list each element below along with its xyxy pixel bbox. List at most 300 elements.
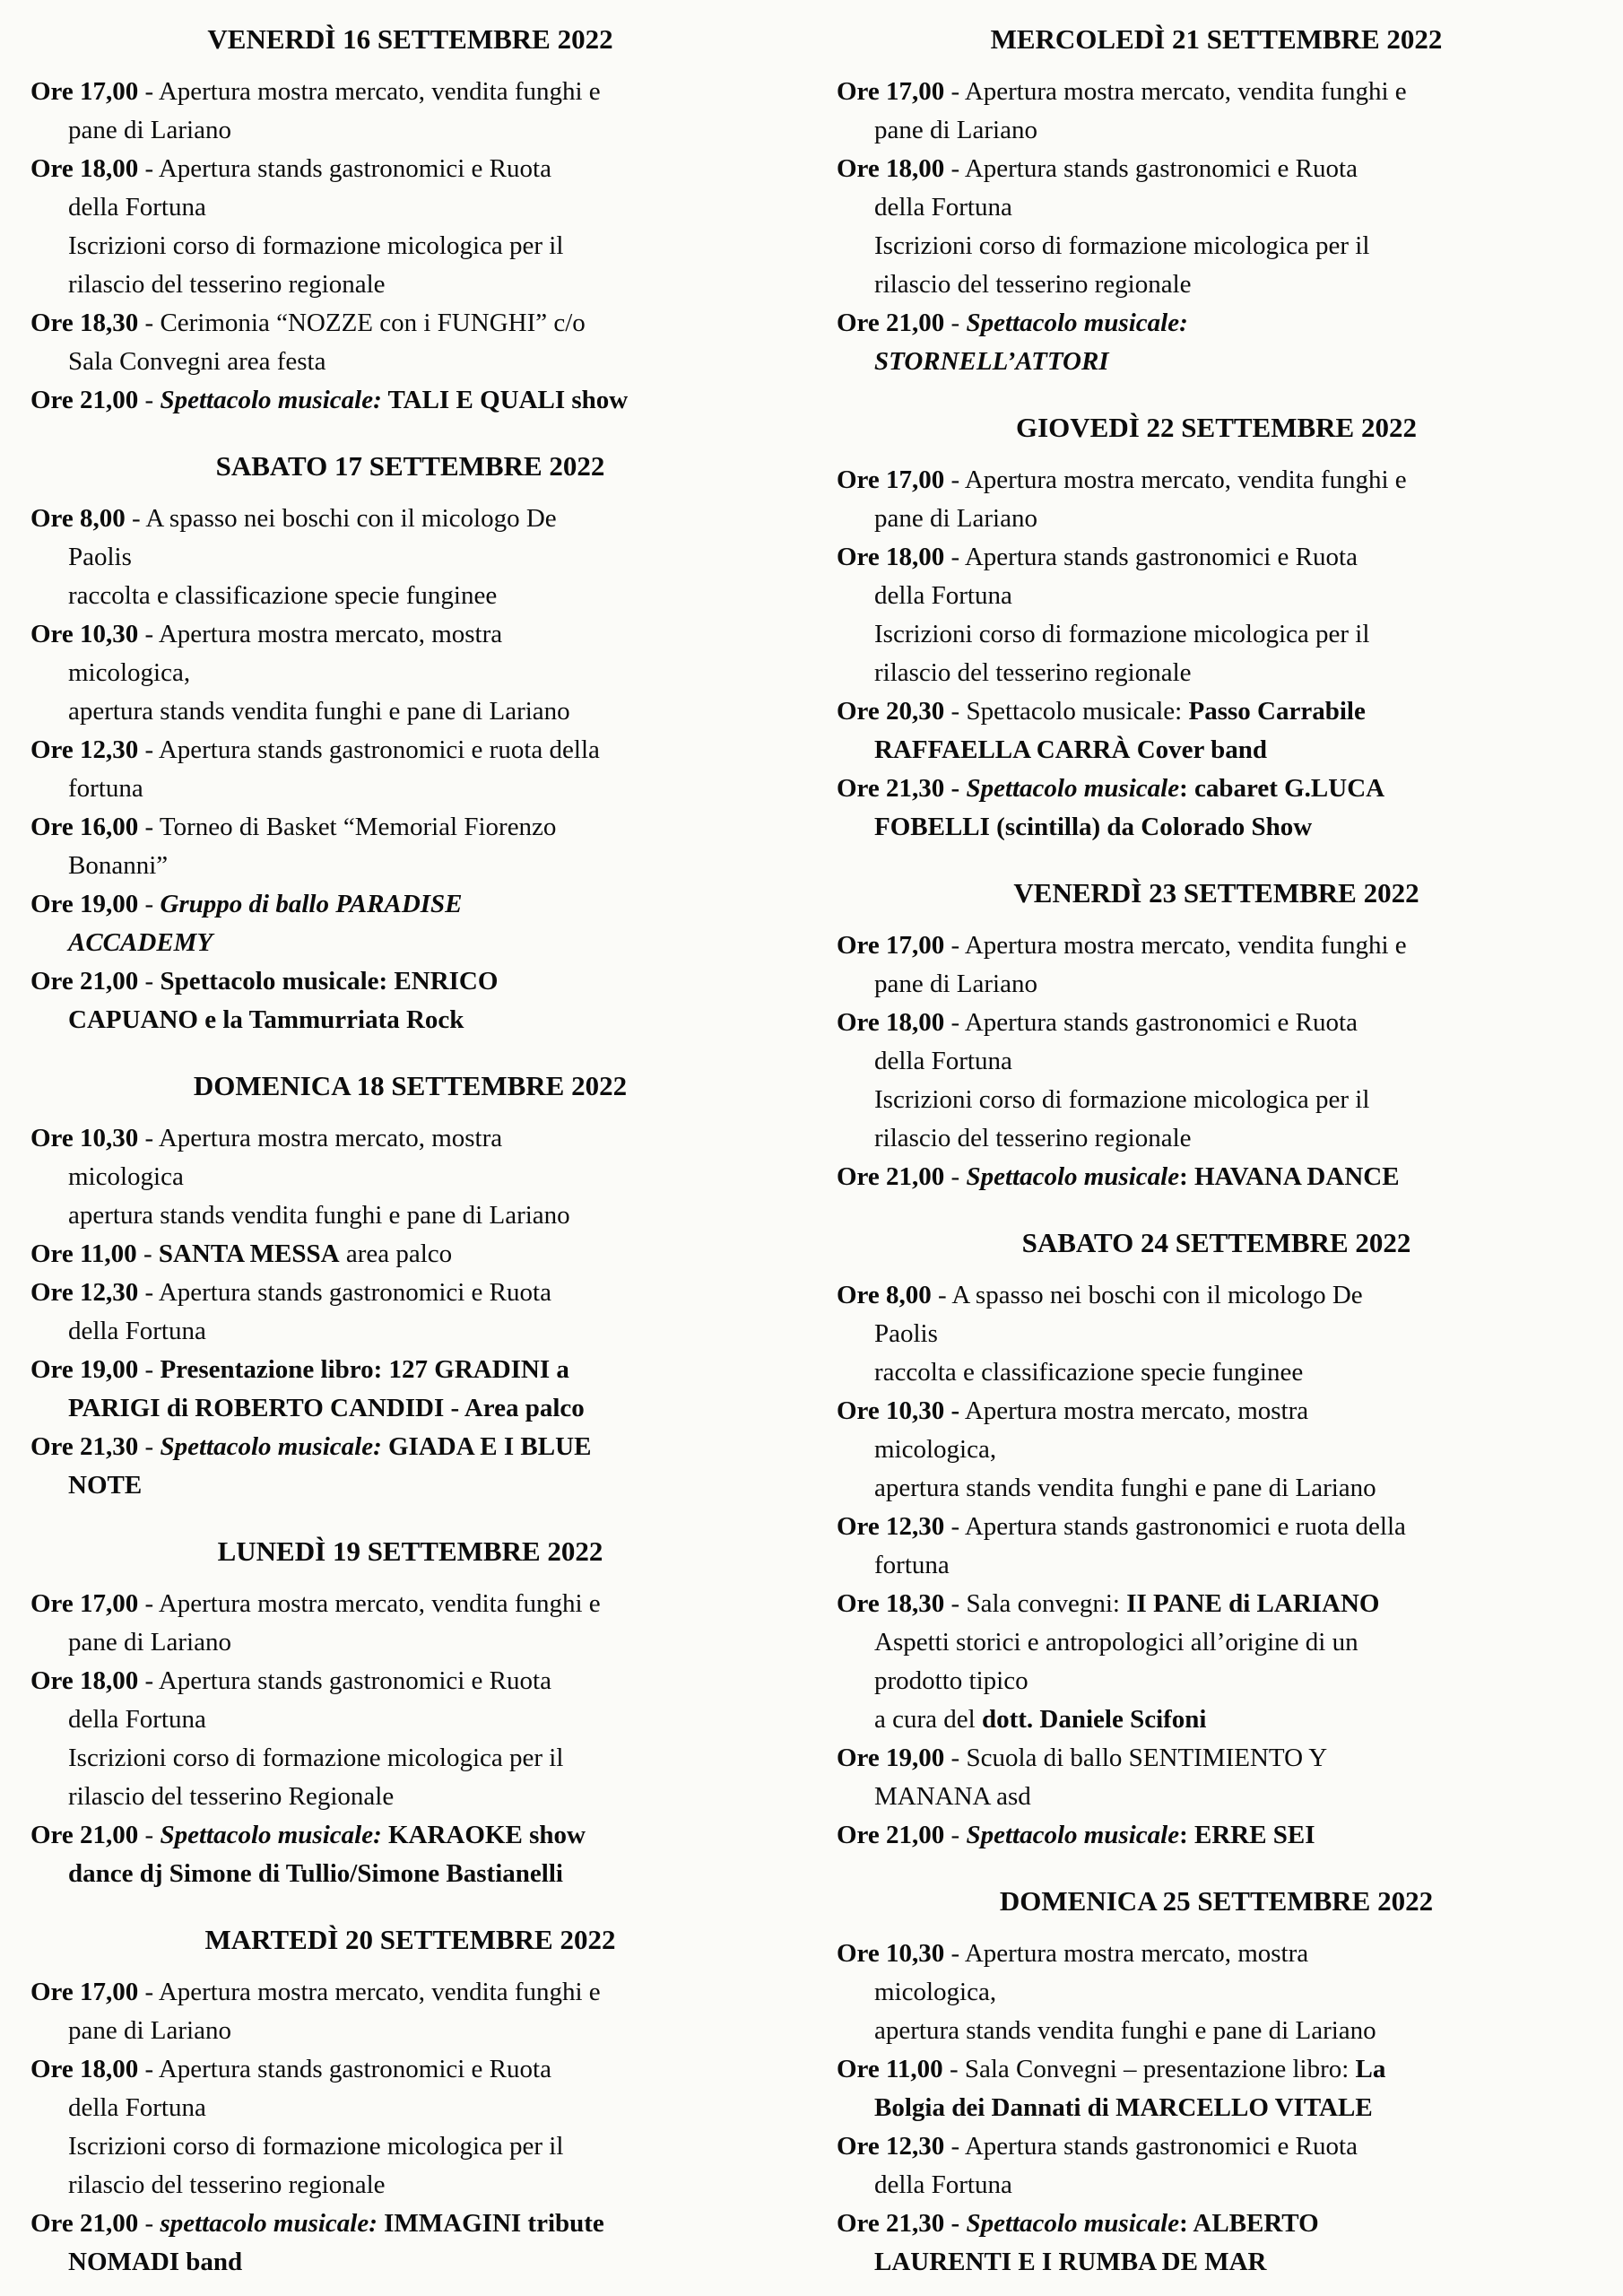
schedule-entry — [837, 692, 1596, 770]
text-segment: prodotto tipico — [874, 1666, 1028, 1695]
text-segment: - Spettacolo musicale: — [944, 697, 1189, 726]
text-segment-emphasis: Ore 18,30 — [30, 309, 139, 337]
text-segment-emphasis: PARIGI di ROBERTO CANDIDI - Area palco — [68, 1394, 585, 1422]
text-segment-emphasis: Ore 11,00 — [837, 2055, 943, 2083]
entry-line-continuation — [874, 265, 1596, 304]
text-segment-emphasis: Ore 18,00 — [837, 154, 945, 183]
schedule-entry — [30, 808, 790, 885]
entry-line — [30, 1235, 790, 1274]
text-segment-emphasis: Ore 12,30 — [837, 2132, 945, 2161]
text-segment: Paolis — [68, 543, 132, 571]
text-segment-emphasis: Presentazione libro: 127 GRADINI a — [160, 1355, 569, 1384]
entry-line — [837, 1816, 1596, 1855]
schedule-entry — [30, 1351, 790, 1428]
entry-line-continuation — [874, 2166, 1596, 2205]
text-segment: rilascio del tesserino regionale — [874, 270, 1192, 299]
schedule-entry — [837, 1816, 1596, 1855]
entry-line — [30, 73, 790, 111]
entry-line — [30, 808, 790, 847]
text-segment-emphasis: Passo Carrabile — [1188, 697, 1366, 726]
text-segment-emphasis: RAFFAELLA CARRÀ Cover band — [874, 735, 1267, 764]
entry-line — [30, 2050, 790, 2089]
entry-line — [30, 1351, 790, 1389]
text-segment: Paolis — [874, 1319, 938, 1348]
text-segment-emphasis: STORNELL’ATTORI — [874, 347, 1109, 376]
schedule-entry — [837, 73, 1596, 150]
entry-line-continuation — [874, 1469, 1596, 1508]
text-segment: della Fortuna — [68, 1705, 206, 1734]
text-segment-emphasis: Ore 21,00 — [30, 967, 139, 996]
text-segment-emphasis: Ore 21,00 — [30, 2209, 139, 2238]
entry-line-continuation — [874, 1546, 1596, 1585]
text-segment: pane di Lariano — [68, 2016, 231, 2045]
text-segment-emphasis: Ore 21,00 — [837, 309, 945, 337]
text-segment-emphasis: Ore 10,30 - — [837, 1396, 960, 1425]
entry-line-continuation — [68, 1739, 790, 1778]
text-segment-emphasis: Ore 17,00 — [30, 1589, 139, 1618]
text-segment: - — [138, 890, 161, 918]
text-segment-emphasis: Ore 17,00 — [837, 931, 945, 960]
day-title: GIOVEDÌ 22 SETTEMBRE 2022 — [1015, 412, 1417, 443]
schedule-entry — [30, 150, 790, 304]
text-segment-emphasis: Ore 19,00 — [837, 1744, 945, 1772]
text-segment: Aspetti storici e antropologici all’origine di un — [874, 1628, 1358, 1657]
text-segment: rilascio del tesserino regionale — [874, 658, 1192, 687]
schedule-entry — [837, 304, 1596, 381]
text-segment: rilascio del tesserino regionale — [68, 2170, 386, 2199]
entry-line-continuation — [874, 500, 1596, 538]
text-segment-emphasis: Ore 19,00 — [30, 1355, 139, 1384]
text-segment: della Fortuna — [68, 193, 206, 222]
text-segment: - — [944, 309, 967, 337]
text-segment: pane di Lariano — [874, 970, 1037, 998]
text-segment: - — [138, 2209, 161, 2238]
text-segment-emphasis: Ore 21,00 — [30, 386, 139, 414]
schedule-entry — [837, 1276, 1596, 1392]
entry-line-continuation — [68, 1158, 790, 1196]
entry-line-continuation — [68, 227, 790, 265]
text-segment: - — [138, 967, 161, 996]
text-segment: - — [138, 1355, 161, 1384]
schedule-entry — [30, 1973, 790, 2050]
text-segment: - Apertura mostra mercato, vendita funghi e — [944, 931, 1407, 960]
text-segment: della Fortuna — [874, 1047, 1012, 1075]
schedule-entry — [30, 615, 790, 731]
entry-line — [837, 73, 1596, 111]
text-segment-emphasis: La — [1355, 2055, 1386, 2083]
entry-line-continuation — [874, 615, 1596, 654]
entry-line-continuation — [68, 1778, 790, 1816]
text-segment: Apertura mostra mercato, mostra — [959, 1396, 1309, 1425]
text-segment: della Fortuna — [874, 581, 1012, 610]
schedule-entry — [837, 538, 1596, 692]
schedule-entry — [30, 2205, 790, 2282]
entry-line — [30, 1428, 790, 1466]
text-segment: - — [138, 1821, 161, 1849]
text-segment-emphasis: Ore 18,00 — [30, 154, 139, 183]
schedule-entry — [837, 2050, 1596, 2127]
entry-line — [30, 1816, 790, 1855]
entry-line-continuation — [874, 111, 1596, 150]
entry-line-continuation — [68, 265, 790, 304]
text-segment: - Scuola di ballo SENTIMIENTO Y — [944, 1744, 1328, 1772]
text-segment-emphasis: ACCADEMY — [68, 928, 213, 957]
day-section — [30, 1920, 790, 2282]
text-segment: - Apertura mostra mercato, mostra — [944, 1939, 1309, 1968]
text-segment: della Fortuna — [874, 193, 1012, 222]
text-segment: micologica, — [68, 658, 191, 687]
schedule-entry — [30, 962, 790, 1039]
entry-line — [30, 885, 790, 924]
text-segment-emphasis: Ore 19,00 — [30, 890, 139, 918]
entry-line-continuation — [68, 847, 790, 885]
text-segment-emphasis: Ore 18,00 — [837, 543, 945, 571]
entry-line — [837, 1585, 1596, 1623]
text-segment: - — [944, 1821, 967, 1849]
text-segment-emphasis: KARAOKE show — [381, 1821, 586, 1849]
entry-line-continuation — [874, 2012, 1596, 2050]
day-title: VENERDÌ 16 SETTEMBRE 2022 — [207, 23, 613, 55]
text-segment: - Apertura mostra mercato, mostra — [138, 620, 503, 648]
text-segment-emphasis: Ore 17,00 — [30, 1978, 139, 2006]
text-segment: Iscrizioni corso di formazione micologica per il — [68, 1744, 564, 1772]
text-segment: fortuna — [68, 774, 143, 803]
entry-line — [837, 461, 1596, 500]
text-segment: - Apertura stands gastronomici e Ruota — [944, 1008, 1358, 1037]
day-section — [837, 20, 1596, 381]
entry-line-continuation — [874, 1042, 1596, 1081]
entry-line — [30, 1973, 790, 2012]
text-segment-emphasis: Ore 12,30 — [30, 735, 139, 764]
entry-line-continuation — [68, 2012, 790, 2050]
text-segment-emphasis: Ore 18,00 — [30, 1666, 139, 1695]
text-segment-emphasis: Ore 12,30 — [30, 1278, 139, 1307]
entry-line-continuation — [68, 924, 790, 962]
entry-line — [837, 1508, 1596, 1546]
text-segment-emphasis: Ore 20,30 — [837, 697, 945, 726]
day-title: MERCOLEDÌ 21 SETTEMBRE 2022 — [990, 23, 1443, 55]
entry-line-continuation — [874, 1315, 1596, 1353]
text-segment: a cura del — [874, 1705, 982, 1734]
text-segment-emphasis: Gruppo di ballo PARADISE — [160, 890, 463, 918]
text-segment: - Apertura mostra mercato, mostra — [138, 1124, 503, 1152]
text-segment-emphasis: Bolgia dei Dannati di MARCELLO VITALE — [874, 2093, 1373, 2122]
text-segment: Iscrizioni corso di formazione micologica per il — [874, 620, 1370, 648]
text-segment: pane di Lariano — [68, 116, 231, 144]
text-segment-emphasis: Ore 16,00 — [30, 813, 139, 841]
schedule-entry — [30, 1274, 790, 1351]
text-segment: - Apertura stands gastronomici e Ruota — [944, 154, 1358, 183]
text-segment: - A spasso nei boschi con il micologo De — [931, 1281, 1363, 1309]
schedule-entry — [30, 1235, 790, 1274]
entry-line — [30, 150, 790, 188]
schedule-entry — [30, 73, 790, 150]
text-segment-emphasis: Ore 21,00 — [30, 1821, 139, 1849]
text-segment: - — [136, 1239, 159, 1268]
text-segment: - Apertura stands gastronomici e ruota della — [944, 1512, 1406, 1541]
schedule-entry — [837, 1508, 1596, 1585]
entry-line-continuation — [68, 343, 790, 381]
entry-line-continuation — [874, 2243, 1596, 2282]
entry-line-continuation — [68, 2243, 790, 2282]
schedule-entry — [837, 1158, 1596, 1196]
entry-line-continuation — [68, 577, 790, 615]
text-segment: - A spasso nei boschi con il micologo De — [125, 504, 557, 533]
entry-line — [837, 926, 1596, 965]
text-segment-emphasis: II PANE di LARIANO — [1126, 1589, 1380, 1618]
entry-line — [30, 500, 790, 538]
text-segment: - — [138, 386, 161, 414]
text-segment-emphasis: Ore 10,30 — [30, 620, 139, 648]
entry-line-continuation — [874, 188, 1596, 227]
entry-line — [837, 770, 1596, 808]
entry-line — [30, 1274, 790, 1312]
schedule-entry — [837, 150, 1596, 304]
entry-line — [837, 1004, 1596, 1042]
entry-line-continuation — [68, 2166, 790, 2205]
day-title: DOMENICA 18 SETTEMBRE 2022 — [193, 1070, 628, 1101]
schedule-entry — [30, 1816, 790, 1893]
entry-line — [30, 1585, 790, 1623]
text-segment-emphasis: Ore 17,00 — [837, 465, 945, 494]
schedule-entry — [837, 1392, 1596, 1508]
text-segment-emphasis: Spettacolo musicale: — [966, 309, 1188, 337]
text-segment-emphasis: dott. Daniele Scifoni — [981, 1705, 1207, 1734]
text-segment: pane di Lariano — [68, 1628, 231, 1657]
column-right — [837, 13, 1596, 2296]
text-segment: raccolta e classificazione specie funginee — [68, 581, 498, 610]
text-segment: - Sala convegni: — [944, 1589, 1127, 1618]
entry-line-continuation — [68, 1312, 790, 1351]
entry-line-continuation — [874, 577, 1596, 615]
text-segment: - Apertura mostra mercato, vendita funghi e — [944, 465, 1407, 494]
entry-line-continuation — [874, 227, 1596, 265]
text-segment: rilascio del tesserino Regionale — [68, 1782, 395, 1811]
day-title: MARTEDÌ 20 SETTEMBRE 2022 — [204, 1924, 616, 1955]
entry-line-continuation — [68, 2089, 790, 2127]
entry-line-continuation — [68, 2127, 790, 2166]
text-segment: - Apertura mostra mercato, vendita funghi e — [138, 1589, 601, 1618]
text-segment-emphasis: : HAVANA DANCE — [1179, 1162, 1400, 1191]
text-segment: della Fortuna — [68, 1317, 206, 1345]
schedule-entry — [837, 1935, 1596, 2050]
text-segment: fortuna — [874, 1551, 950, 1579]
text-segment: Bonanni” — [68, 851, 169, 880]
schedule-entry — [837, 770, 1596, 847]
text-segment: - Apertura stands gastronomici e Ruota — [944, 2132, 1358, 2161]
entry-line — [837, 304, 1596, 343]
entry-line — [837, 1392, 1596, 1431]
schedule-entry — [30, 731, 790, 808]
schedule-entry — [30, 1662, 790, 1816]
day-section — [30, 20, 790, 420]
text-segment: - Apertura mostra mercato, vendita funghi e — [138, 77, 601, 106]
text-segment-emphasis: Ore 21,30 - — [837, 2209, 967, 2238]
day-section — [30, 1066, 790, 1505]
entry-line — [30, 381, 790, 420]
text-segment-emphasis: Ore 21,00 — [837, 1821, 945, 1849]
entry-line-continuation — [68, 1700, 790, 1739]
entry-line — [837, 2050, 1596, 2089]
entry-line-continuation — [68, 538, 790, 577]
entry-line — [30, 1119, 790, 1158]
schedule-entry — [837, 2205, 1596, 2282]
text-segment-emphasis: spettacolo musicale: — [160, 2209, 378, 2238]
day-section — [837, 1223, 1596, 1855]
entry-line — [30, 2205, 790, 2243]
entry-line-continuation — [68, 1196, 790, 1235]
text-segment-emphasis: Spettacolo musicale: — [160, 1821, 382, 1849]
schedule-entry — [837, 926, 1596, 1004]
entry-line — [30, 731, 790, 770]
entry-line — [837, 1158, 1596, 1196]
entry-line-continuation — [68, 1466, 790, 1505]
schedule-entry — [30, 885, 790, 962]
text-segment-emphasis: Spettacolo musicale: — [160, 1432, 382, 1461]
text-segment: micologica, — [874, 1435, 997, 1464]
day-section — [30, 447, 790, 1039]
entry-line — [837, 692, 1596, 731]
text-segment-emphasis: Ore 21,30 — [30, 1432, 139, 1461]
text-segment-emphasis: IMMAGINI tribute — [377, 2209, 604, 2238]
entry-line-continuation — [68, 1623, 790, 1662]
day-section — [30, 1532, 790, 1893]
entry-line-continuation — [874, 1353, 1596, 1392]
text-segment-emphasis: Ore 8,00 — [30, 504, 126, 533]
text-segment: Sala Convegni area festa — [68, 347, 326, 376]
entry-line — [837, 2205, 1596, 2243]
text-segment: - Apertura stands gastronomici e Ruota — [138, 154, 551, 183]
text-segment: della Fortuna — [68, 2093, 206, 2122]
entry-line-continuation — [874, 1662, 1596, 1700]
text-segment-emphasis: dance dj Simone di Tullio/Simone Bastianelli — [68, 1859, 563, 1888]
text-segment-emphasis: Spettacolo musicale — [966, 774, 1180, 803]
text-segment: - Apertura stands gastronomici e Ruota — [944, 543, 1358, 571]
text-segment-emphasis: Spettacolo musicale — [966, 2209, 1180, 2238]
text-segment: - Sala Convegni – presentazione libro: — [942, 2055, 1356, 2083]
text-segment-emphasis: Ore 17,00 — [30, 77, 139, 106]
day-title: LUNEDÌ 19 SETTEMBRE 2022 — [217, 1535, 603, 1567]
text-segment-emphasis: GIADA E I BLUE — [381, 1432, 592, 1461]
schedule-entry — [30, 381, 790, 420]
schedule-entry — [30, 2050, 790, 2205]
entry-line-continuation — [874, 1081, 1596, 1119]
entry-line-continuation — [68, 111, 790, 150]
text-segment: Iscrizioni corso di formazione micologica per il — [874, 231, 1370, 260]
entry-line-continuation — [874, 1700, 1596, 1739]
text-segment: Iscrizioni corso di formazione micologica per il — [874, 1085, 1370, 1114]
text-segment: della Fortuna — [874, 2170, 1012, 2199]
entry-line — [30, 1662, 790, 1700]
entry-line-continuation — [874, 1623, 1596, 1662]
text-segment: apertura stands vendita funghi e pane di Lariano — [68, 1201, 570, 1230]
entry-line-continuation — [874, 654, 1596, 692]
text-segment-emphasis: Ore 11,00 — [30, 1239, 137, 1268]
text-segment-emphasis: Spettacolo musicale: — [160, 386, 382, 414]
text-segment: micologica, — [874, 1978, 997, 2006]
text-segment: - Apertura stands gastronomici e Ruota — [138, 1278, 551, 1307]
entry-line-continuation — [68, 770, 790, 808]
day-section — [837, 874, 1596, 1196]
day-section — [837, 1882, 1596, 2282]
text-segment: MANANA asd — [874, 1782, 1031, 1811]
entry-line-continuation — [68, 654, 790, 692]
text-segment: apertura stands vendita funghi e pane di Lariano — [874, 2016, 1376, 2045]
entry-line-continuation — [874, 343, 1596, 381]
schedule-entry — [30, 1119, 790, 1235]
schedule-entry — [30, 500, 790, 615]
text-segment-emphasis: SANTA MESSA — [158, 1239, 340, 1268]
text-segment: - Apertura stands gastronomici e Ruota — [138, 1666, 551, 1695]
text-segment-emphasis: : cabaret G.LUCA — [1179, 774, 1385, 803]
text-segment: pane di Lariano — [874, 504, 1037, 533]
entry-line-continuation — [874, 1119, 1596, 1158]
entry-line — [30, 615, 790, 654]
entry-line-continuation — [68, 188, 790, 227]
entry-line-continuation — [874, 1778, 1596, 1816]
column-left — [30, 13, 790, 2296]
entry-line — [30, 962, 790, 1001]
text-segment-emphasis: NOMADI band — [68, 2248, 243, 2276]
entry-line — [30, 304, 790, 343]
entry-line-continuation — [874, 965, 1596, 1004]
text-segment: Iscrizioni corso di formazione micologica per il — [68, 231, 564, 260]
entry-line — [837, 538, 1596, 577]
text-segment: - Apertura mostra mercato, vendita funghi e — [944, 77, 1407, 106]
text-segment-emphasis: Spettacolo musicale — [966, 1821, 1180, 1849]
schedule-entry — [30, 304, 790, 381]
text-segment: - — [138, 1432, 161, 1461]
schedule-entry — [30, 1428, 790, 1505]
text-segment-emphasis: FOBELLI (scintilla) da Colorado Show — [874, 813, 1313, 841]
text-segment: - Apertura stands gastronomici e Ruota — [138, 2055, 551, 2083]
text-segment: - — [944, 1162, 967, 1191]
text-segment: apertura stands vendita funghi e pane di Lariano — [68, 697, 570, 726]
entry-line — [837, 1276, 1596, 1315]
day-title: VENERDÌ 23 SETTEMBRE 2022 — [1013, 877, 1419, 909]
text-segment: - Cerimonia “NOZZE con i FUNGHI” c/o — [138, 309, 586, 337]
text-segment-emphasis: Ore 18,00 — [837, 1008, 945, 1037]
text-segment-emphasis: Ore 18,30 — [837, 1589, 945, 1618]
entry-line — [837, 2127, 1596, 2166]
schedule-entry — [837, 1739, 1596, 1816]
text-segment: Iscrizioni corso di formazione micologica per il — [68, 2132, 564, 2161]
schedule-entry — [30, 1585, 790, 1662]
entry-line — [837, 1739, 1596, 1778]
text-segment: micologica — [68, 1162, 184, 1191]
schedule-entry — [837, 1004, 1596, 1158]
entry-line — [837, 150, 1596, 188]
text-segment-emphasis: NOTE — [68, 1471, 143, 1500]
text-segment: raccolta e classificazione specie funginee — [874, 1358, 1304, 1387]
text-segment-emphasis: LAURENTI E I RUMBA DE MAR — [874, 2248, 1267, 2276]
text-segment: - Torneo di Basket “Memorial Fiorenzo — [138, 813, 557, 841]
text-segment-emphasis: TALI E QUALI show — [381, 386, 629, 414]
entry-line-continuation — [68, 1855, 790, 1893]
text-segment: pane di Lariano — [874, 116, 1037, 144]
day-title: DOMENICA 25 SETTEMBRE 2022 — [999, 1885, 1434, 1917]
entry-line-continuation — [68, 692, 790, 731]
schedule-entry — [837, 2127, 1596, 2205]
text-segment-emphasis: Ore 8,00 — [837, 1281, 932, 1309]
text-segment-emphasis: Ore 21,30 - — [837, 774, 967, 803]
text-segment-emphasis: Ore 21,00 — [837, 1162, 945, 1191]
entry-line-continuation — [874, 808, 1596, 847]
day-section — [837, 408, 1596, 847]
entry-line-continuation — [874, 1973, 1596, 2012]
entry-line-continuation — [874, 2089, 1596, 2127]
text-segment-emphasis: Ore 10,30 — [30, 1124, 139, 1152]
